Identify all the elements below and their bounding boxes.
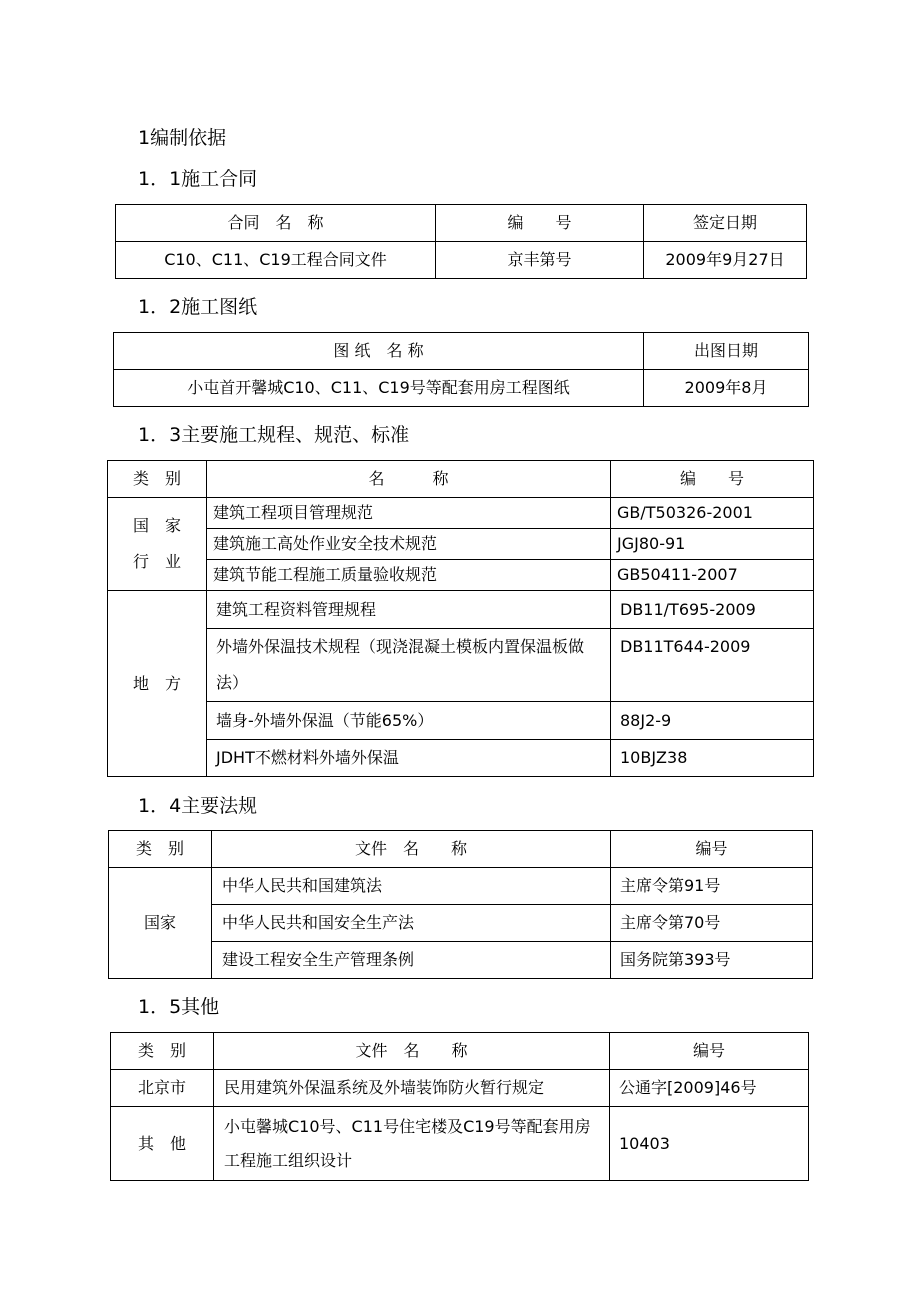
header-name: 名 称 (207, 461, 611, 498)
header-category: 类 别 (111, 1033, 214, 1070)
table-row (108, 702, 814, 740)
section-title-1-2: 1．2施工图纸 (138, 296, 258, 318)
standard-name: 建筑工程资料管理规程 (207, 591, 611, 629)
table-row (108, 591, 814, 629)
table-row (108, 529, 814, 560)
drawing-date: 2009年8月 (644, 370, 809, 407)
drawing-name: 小屯首开馨城C10、C11、C19号等配套用房工程图纸 (114, 370, 644, 407)
document-number: 公通字[2009]46号 (610, 1070, 809, 1107)
standard-name: 建筑节能工程施工质量验收规范 (207, 560, 611, 591)
table-row (108, 560, 814, 591)
header-category: 类 别 (108, 461, 207, 498)
standard-number: GB/T50326-2001 (611, 498, 814, 529)
law-name: 中华人民共和国建筑法 (212, 868, 611, 905)
standard-name: 墙身-外墙外保温（节能65%） (207, 702, 611, 740)
category-national: 国 家 行 业 (108, 498, 207, 591)
section-title-1-4: 1．4主要法规 (138, 795, 258, 817)
contract-number: 京丰第号 (436, 242, 644, 279)
document-number: 10403 (610, 1107, 809, 1181)
table-row (108, 629, 814, 702)
law-number: 国务院第393号 (611, 942, 813, 979)
table-row (116, 242, 807, 279)
header-number: 编号 (611, 831, 813, 868)
table-row (108, 498, 814, 529)
contract-table (115, 204, 807, 279)
law-number: 主席令第70号 (611, 905, 813, 942)
law-name: 中华人民共和国安全生产法 (212, 905, 611, 942)
standard-number: GB50411-2007 (611, 560, 814, 591)
section-title-1: 1编制依据 (138, 127, 227, 149)
standard-name: 建筑工程项目管理规范 (207, 498, 611, 529)
category-national: 国家 (109, 868, 212, 979)
header-sign-date: 签定日期 (644, 205, 807, 242)
table-row (111, 1107, 809, 1181)
table-row (109, 868, 813, 905)
section-title-1-5: 1．5其他 (138, 996, 220, 1018)
document-name: 民用建筑外保温系统及外墙装饰防火暂行规定 (214, 1070, 610, 1107)
standard-name: 外墙外保温技术规程（现浇混凝土模板内置保温板做法） (207, 629, 611, 702)
standard-number: JGJ80-91 (611, 529, 814, 560)
table-row (111, 1070, 809, 1107)
header-number: 编 号 (611, 461, 814, 498)
header-number: 编号 (610, 1033, 809, 1070)
header-contract-name: 合同 名 称 (116, 205, 436, 242)
header-category: 类 别 (109, 831, 212, 868)
table-row (108, 740, 814, 777)
drawing-table (113, 332, 809, 407)
section-title-1-3: 1．3主要施工规程、规范、标准 (138, 424, 410, 446)
category-beijing: 北京市 (111, 1070, 214, 1107)
header-drawing-name: 图 纸 名 称 (114, 333, 644, 370)
law-name: 建设工程安全生产管理条例 (212, 942, 611, 979)
standard-number: DB11T644-2009 (611, 629, 814, 702)
standard-name: 建筑施工高处作业安全技术规范 (207, 529, 611, 560)
header-document-name: 文件 名 称 (212, 831, 611, 868)
standard-number: DB11/T695-2009 (611, 591, 814, 629)
table-row (109, 905, 813, 942)
standard-number: 10BJZ38 (611, 740, 814, 777)
category-other: 其 他 (111, 1107, 214, 1181)
law-number: 主席令第91号 (611, 868, 813, 905)
standard-number: 88J2-9 (611, 702, 814, 740)
standard-name: JDHT不燃材料外墙外保温 (207, 740, 611, 777)
laws-table (108, 830, 813, 979)
header-document-name: 文件 名 称 (214, 1033, 610, 1070)
contract-name: C10、C11、C19工程合同文件 (116, 242, 436, 279)
other-table (110, 1032, 809, 1181)
table-row (114, 370, 809, 407)
standards-table (107, 460, 814, 777)
header-issue-date: 出图日期 (644, 333, 809, 370)
header-number: 编 号 (436, 205, 644, 242)
contract-date: 2009年9月27日 (644, 242, 807, 279)
section-title-1-1: 1．1施工合同 (138, 168, 258, 190)
document-name: 小屯馨城C10号、C11号住宅楼及C19号等配套用房工程施工组织设计 (214, 1107, 610, 1181)
category-local: 地 方 (108, 591, 207, 777)
table-row (109, 942, 813, 979)
